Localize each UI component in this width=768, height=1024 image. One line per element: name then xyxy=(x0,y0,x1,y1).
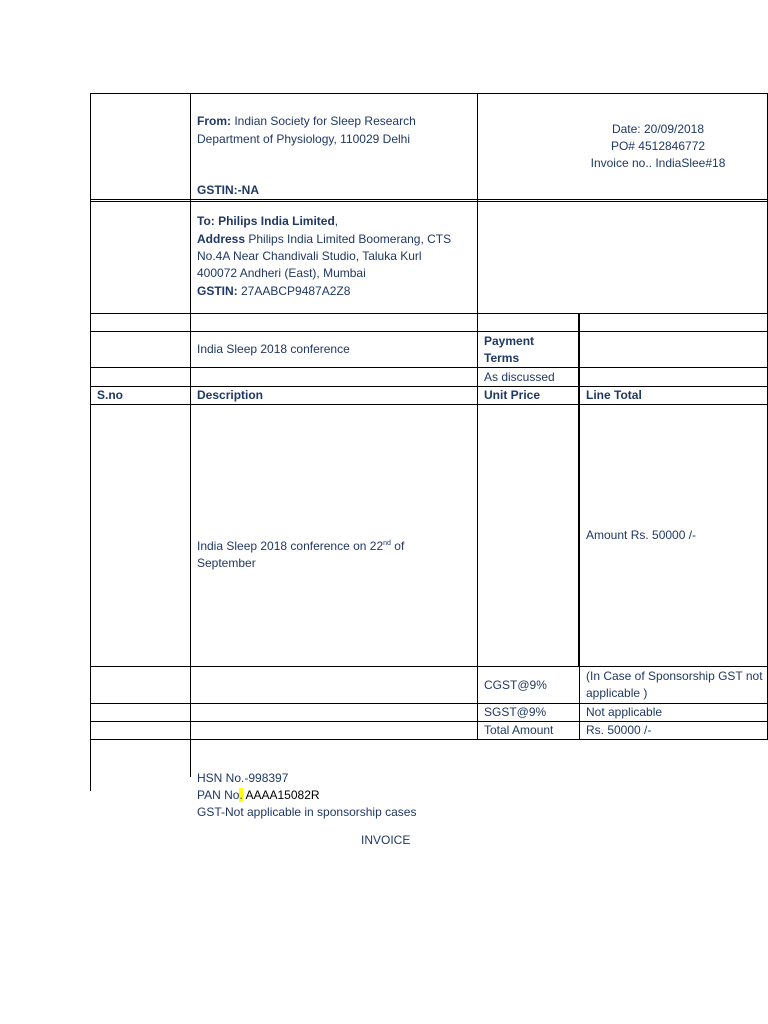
from-line-1 xyxy=(197,113,416,130)
cgst-label: CGST@9% xyxy=(484,678,547,692)
address-line-2: No.4A Near Chandivali Studio, Taluka Kurl xyxy=(197,249,422,263)
from-label: From: xyxy=(197,114,231,128)
sgst-label: SGST@9% xyxy=(484,705,547,719)
total-amount-label: Total Amount xyxy=(484,723,554,737)
row-divider xyxy=(90,404,768,405)
table-border-top xyxy=(90,93,768,94)
address-line-3: 400072 Andheri (East), Mumbai xyxy=(197,266,366,280)
hsn-number: HSN No.-998397 xyxy=(197,771,289,785)
pan-separator-highlight: . xyxy=(239,788,243,802)
row-divider xyxy=(90,703,768,704)
to-gstin xyxy=(197,283,350,300)
row-divider xyxy=(90,739,768,740)
payment-terms-line-1: Payment xyxy=(484,334,535,348)
invoice-number: Invoice no.. IndiaSlee#18 xyxy=(590,156,726,170)
from-line-2: Department of Physiology, 110029 Delhi xyxy=(197,132,411,146)
row-divider xyxy=(90,367,768,368)
col-header-description: Description xyxy=(197,388,264,402)
col-header-unit-price: Unit Price xyxy=(484,388,541,402)
row-divider xyxy=(90,386,768,387)
item-description-line-2: September xyxy=(197,556,256,570)
col-divider xyxy=(190,93,191,777)
row-divider xyxy=(90,721,768,722)
event-title: India Sleep 2018 conference xyxy=(197,342,350,356)
from-organization: Indian Society for Sleep Research xyxy=(234,114,416,128)
address-label: Address xyxy=(197,232,246,246)
item-description-line-1 xyxy=(197,538,404,555)
col-divider-bold xyxy=(578,313,580,667)
cgst-value-line-1: (In Case of Sponsorship GST not xyxy=(586,669,763,683)
row-divider xyxy=(90,666,768,667)
item-desc-text-end: of xyxy=(390,539,405,553)
payment-terms-value: As discussed xyxy=(484,370,555,384)
po-number: PO# 4512846772 xyxy=(610,139,706,153)
invoice-meta xyxy=(548,121,768,172)
invoice-date: Date: 20/09/2018 xyxy=(611,122,705,136)
from-gstin: GSTIN:-NA xyxy=(197,183,259,197)
cgst-value xyxy=(586,668,763,702)
col-header-sno: S.no xyxy=(97,388,123,402)
payment-terms-line-2: Terms xyxy=(484,351,520,365)
to-comma: , xyxy=(334,214,339,228)
gst-note: GST-Not applicable in sponsorship cases xyxy=(197,805,417,819)
sgst-value: Not applicable xyxy=(586,705,663,719)
col-divider xyxy=(90,93,91,791)
payment-terms-label xyxy=(484,333,534,367)
item-desc-text: India Sleep 2018 conference on 22 xyxy=(197,539,384,553)
address-line-1 xyxy=(197,231,451,248)
pan-number xyxy=(197,787,320,804)
row-divider xyxy=(90,201,768,202)
to-label: To: Philips India Limited xyxy=(197,214,335,228)
row-divider xyxy=(90,313,768,314)
col-divider xyxy=(579,666,580,739)
gstin-label: GSTIN: xyxy=(197,284,238,298)
item-description xyxy=(197,538,404,572)
ordinal-suffix: nd xyxy=(383,540,391,547)
address-text: Philips India Limited Boomerang, CTS xyxy=(245,232,452,246)
col-header-line-total: Line Total xyxy=(586,388,642,402)
row-divider xyxy=(90,331,768,332)
item-amount: Amount Rs. 50000 /- xyxy=(586,528,697,542)
col-divider xyxy=(477,93,478,739)
to-line xyxy=(197,213,338,230)
cgst-value-line-2: applicable ) xyxy=(586,686,648,700)
total-amount-value: Rs. 50000 /- xyxy=(586,723,652,737)
invoice-caption: INVOICE xyxy=(361,833,411,847)
row-divider xyxy=(90,199,768,200)
gstin-value: 27AABCP9487A2Z8 xyxy=(237,284,351,298)
pan-value: AAAA15082R xyxy=(242,788,320,802)
pan-label: PAN No xyxy=(197,788,240,802)
